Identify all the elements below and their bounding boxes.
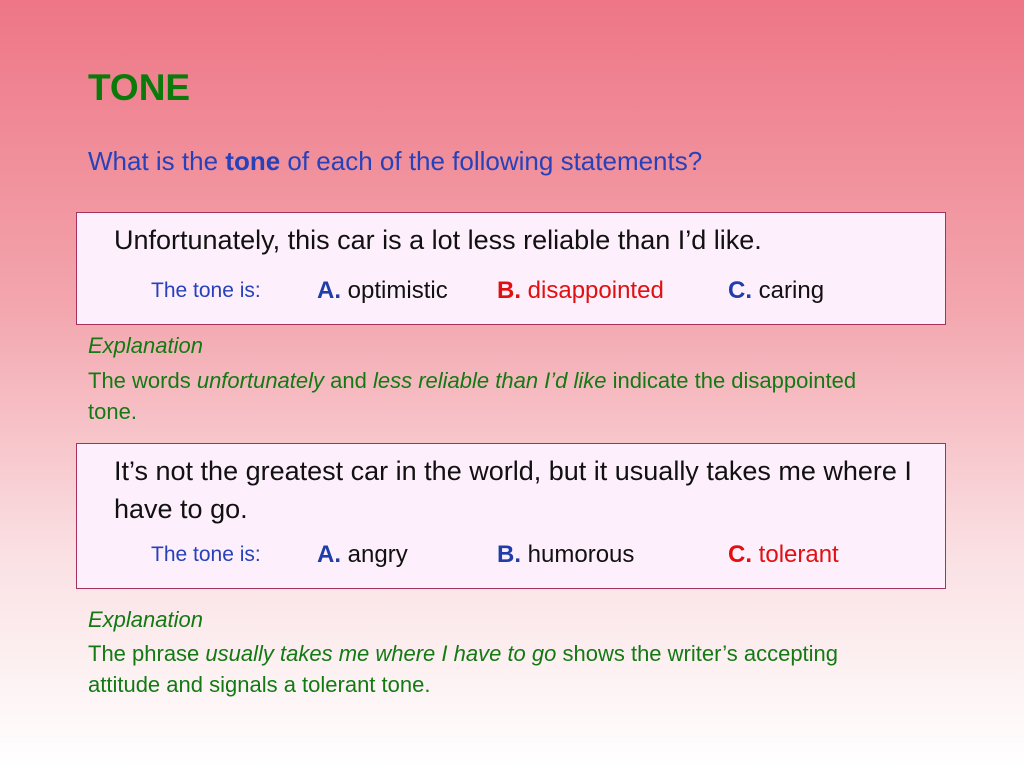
- explanation-2-part: shows the writer’s accepting attitude and signals a tolerant tone.: [88, 641, 839, 697]
- explanation-2-part: The phrase: [88, 641, 206, 666]
- statement-box-1: [76, 212, 946, 325]
- question-text-before: What is the: [88, 146, 226, 176]
- explanation-1-part: and: [324, 368, 373, 393]
- explanation-heading-2: Explanation: [88, 607, 203, 632]
- option-c-letter: C.: [728, 277, 752, 304]
- statement-text-1: Unfortunately, this car is a lot less reliable than I’d like.: [114, 225, 762, 255]
- option-c-text: tolerant: [758, 541, 839, 568]
- question-text-after: of each of the following statements?: [280, 146, 703, 176]
- slide-title: TONE: [88, 67, 191, 108]
- option-a-letter: A.: [317, 541, 341, 568]
- explanation-2-quote: usually takes me where I have to go: [205, 641, 557, 666]
- explanation-heading-1: Explanation: [88, 333, 203, 358]
- tone-label: The tone is:: [151, 279, 261, 302]
- explanation-1-quote: less reliable than I’d like: [372, 368, 607, 393]
- option-b-text: disappointed: [527, 277, 664, 304]
- statement-text-2: It’s not the greatest car in the world, but it usually takes me where I have to go.: [114, 456, 912, 524]
- option-a-text: optimistic: [347, 277, 448, 304]
- tone-label: The tone is:: [151, 543, 261, 566]
- option-c-letter: C.: [728, 541, 752, 568]
- option-c-text: caring: [758, 277, 825, 304]
- option-a-text: angry: [347, 541, 408, 568]
- option-b-letter: B.: [497, 277, 521, 304]
- option-c: [728, 537, 839, 573]
- question-prompt: [88, 143, 702, 179]
- explanation-body-2: [88, 638, 868, 700]
- option-c: [728, 273, 824, 309]
- statement-box-2: [76, 443, 946, 589]
- option-b-text: humorous: [527, 541, 635, 568]
- tone-options-row-1: [77, 273, 945, 309]
- option-a: [317, 273, 448, 309]
- explanation-body-1: [88, 365, 868, 427]
- option-b: [497, 537, 634, 573]
- question-keyword: tone: [225, 146, 281, 176]
- explanation-1-part: indicate the disappointed tone.: [88, 368, 857, 424]
- tone-options-row-2: [77, 537, 945, 573]
- explanation-1-part: The words: [88, 368, 197, 393]
- option-a: [317, 537, 408, 573]
- option-a-letter: A.: [317, 277, 341, 304]
- option-b: [497, 273, 664, 309]
- option-b-letter: B.: [497, 541, 521, 568]
- explanation-1-quote: unfortunately: [196, 368, 325, 393]
